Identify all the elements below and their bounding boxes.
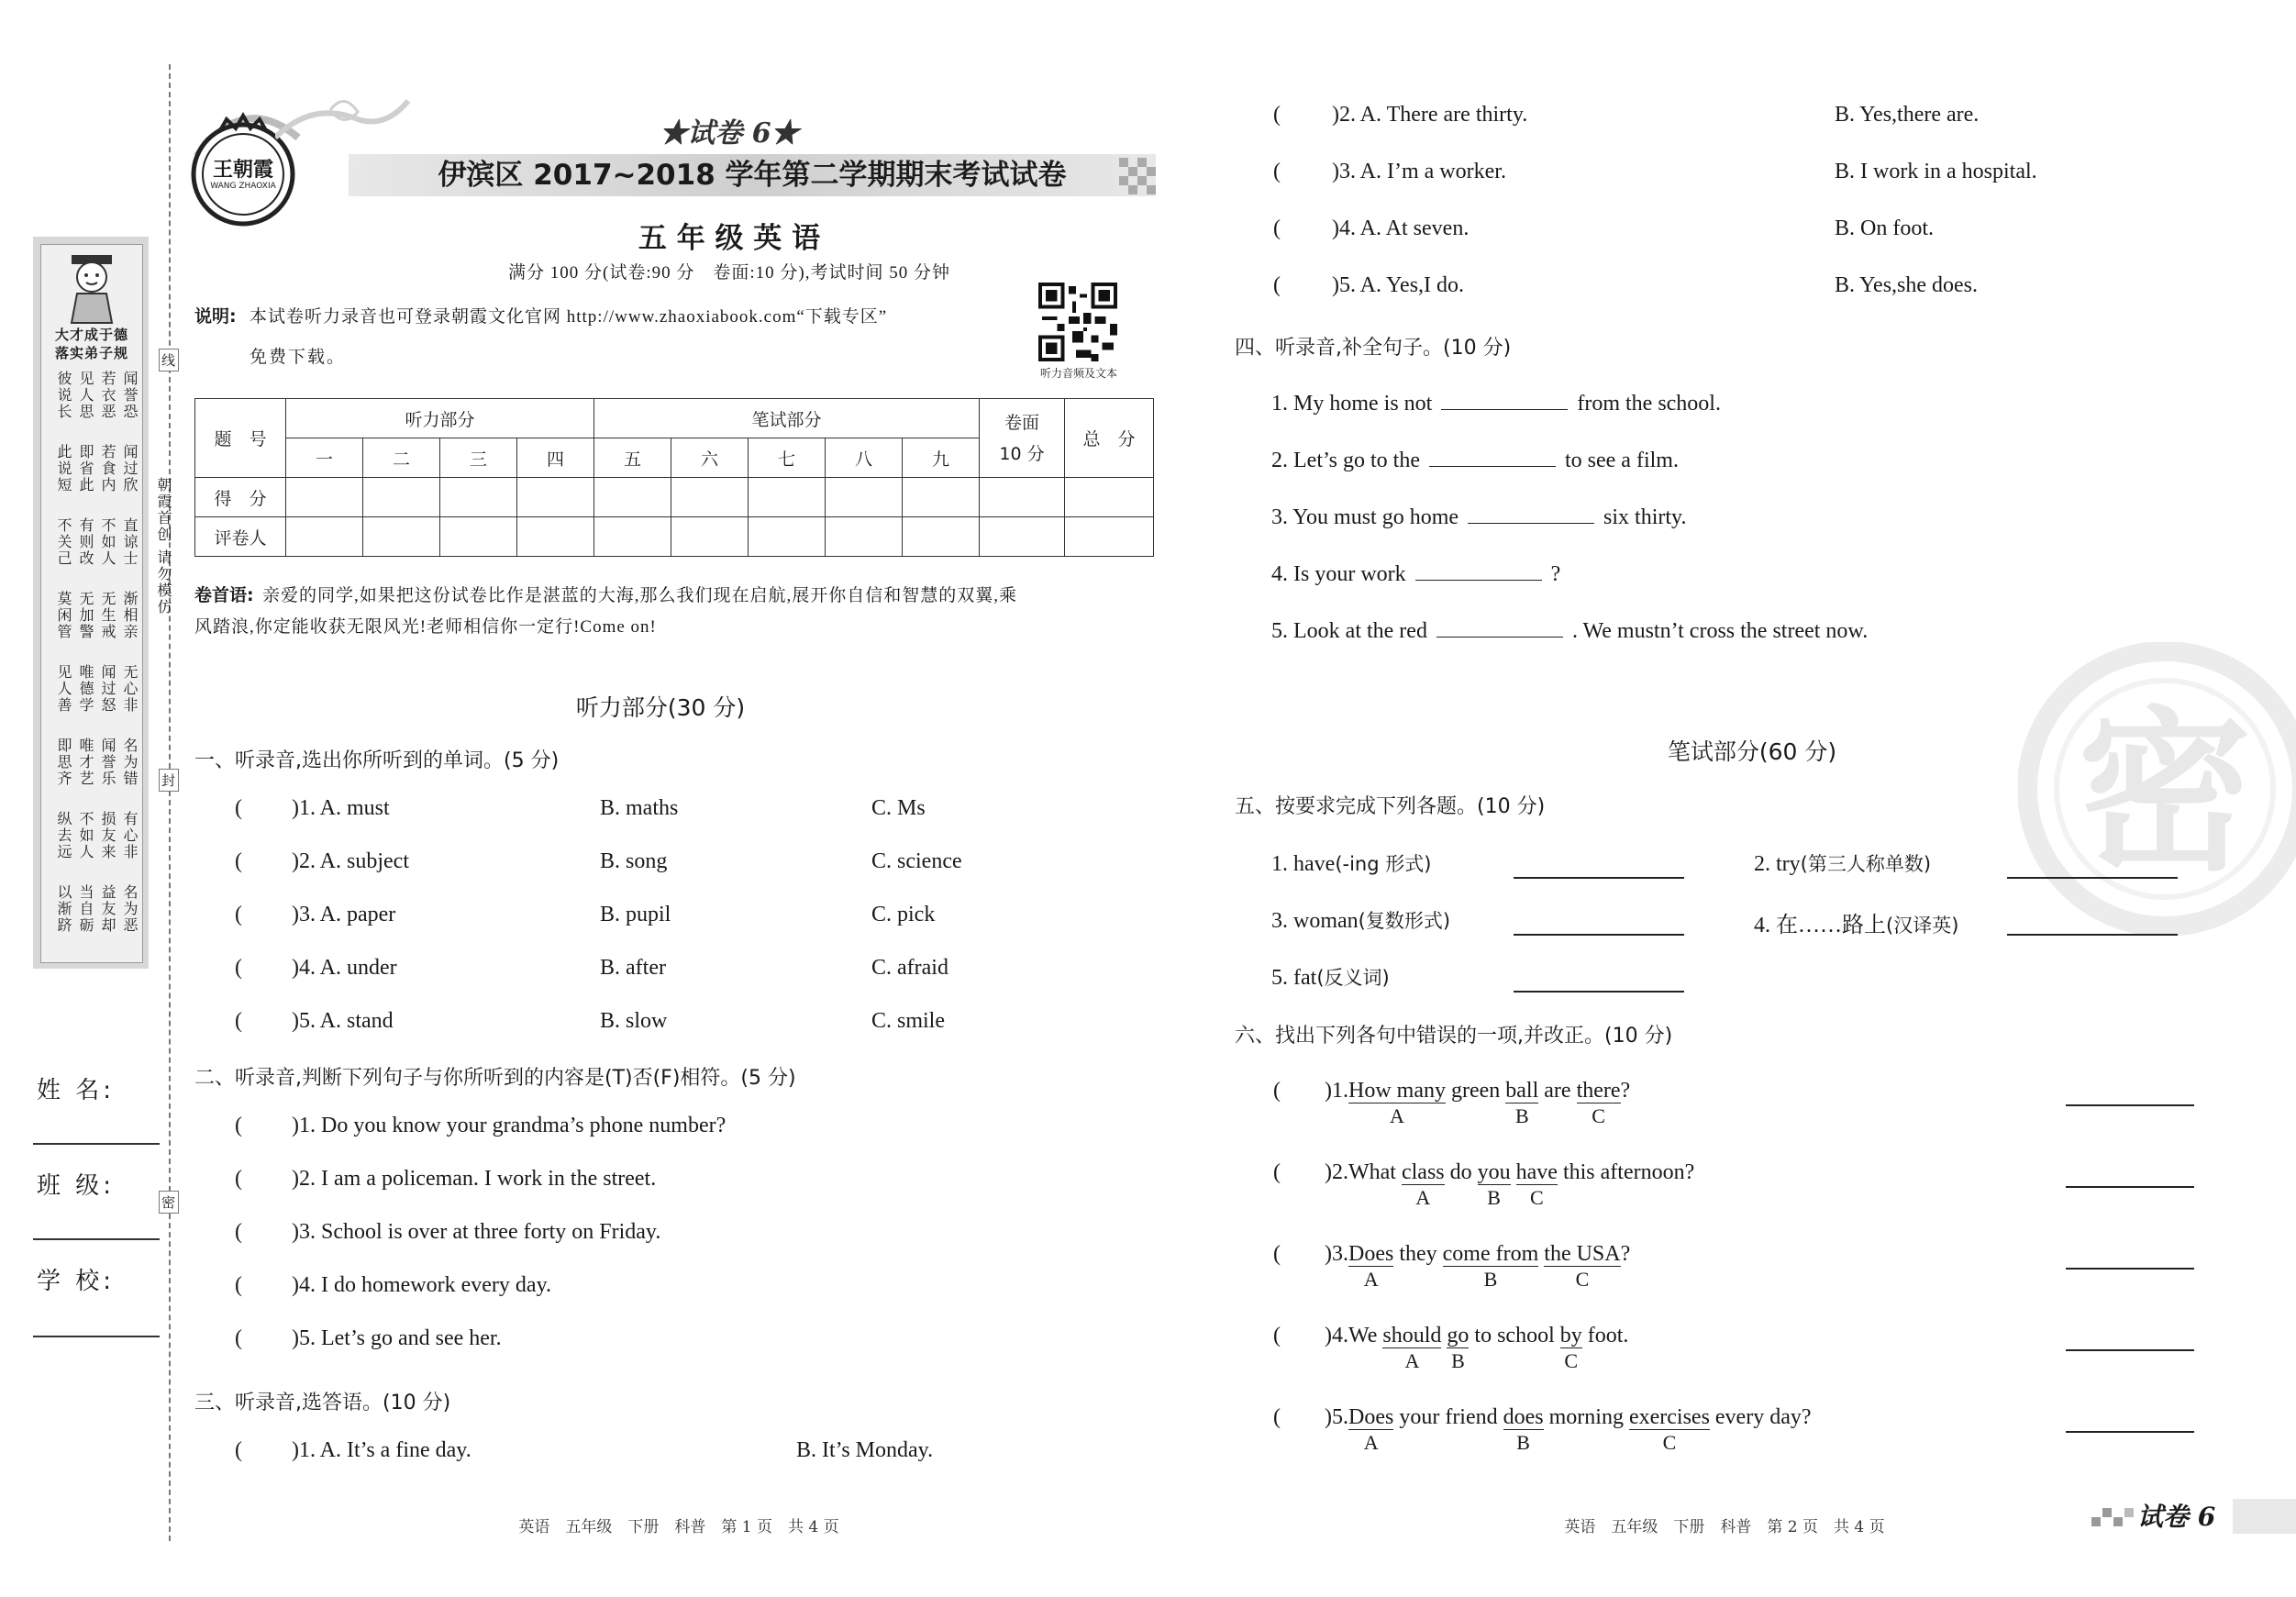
- underlined-word: Does: [1348, 1405, 1394, 1429]
- score-cell[interactable]: [980, 478, 1065, 517]
- score-info: 满分 100 分(试卷:90 分 卷面:10 分),考试时间 50 分钟: [508, 263, 950, 283]
- correction-line[interactable]: [2066, 1431, 2194, 1433]
- proverb-text: 损友来: [99, 811, 116, 860]
- grader-cell[interactable]: [1065, 517, 1154, 557]
- neatness-header: [980, 399, 1065, 478]
- proverb-text: 闻过欣: [121, 444, 139, 494]
- sentence-text: What: [1348, 1160, 1402, 1184]
- proverb-grid: [48, 371, 139, 958]
- answer-paren[interactable]: (: [235, 903, 242, 926]
- proverb-text: 见人善: [55, 664, 72, 714]
- corner-checker-icon: [2091, 1504, 2134, 1530]
- class-label: 班 级:: [37, 1172, 116, 1200]
- q-number: 六: [671, 438, 749, 478]
- grader-cell[interactable]: [749, 517, 826, 557]
- proverb-text: 见人思: [77, 371, 94, 420]
- underlined-segment: [1348, 1079, 1446, 1127]
- option-letter: B: [1514, 1104, 1529, 1127]
- fill-blank[interactable]: [1436, 618, 1563, 638]
- grader-cell[interactable]: [671, 517, 749, 557]
- motto-1: 大才成于德: [54, 327, 128, 343]
- transform-hint: (-ing 形式): [1335, 853, 1432, 875]
- underlined-word: come from: [1442, 1242, 1539, 1266]
- q-number: 八: [826, 438, 903, 478]
- question-option-c: C. science: [871, 849, 962, 873]
- underlined-word: exercises: [1628, 1405, 1710, 1429]
- score-cell[interactable]: [517, 478, 594, 517]
- question-option-a: )4. A. under: [292, 956, 397, 980]
- transform-hint: (第三人称单数): [1800, 853, 1932, 875]
- answer-line[interactable]: [2007, 877, 2178, 879]
- answer-paren[interactable]: (: [1273, 1324, 1281, 1347]
- option-letter: B: [1487, 1186, 1501, 1209]
- proverb-text: 若食内: [99, 444, 116, 494]
- reply-option-a: )3. A. I’m a worker.: [1332, 160, 1506, 183]
- section-6-title: 六、找出下列各句中错误的一项,并改正。(10 分): [1235, 1025, 1673, 1048]
- transform-word: 4. 在……路上: [1754, 914, 1886, 937]
- q-number: 一: [286, 438, 363, 478]
- reply-option-a: )2. A. There are thirty.: [1332, 103, 1528, 127]
- corner-tab: [2233, 1499, 2296, 1534]
- proverb-text: 不关己: [55, 517, 72, 567]
- proverb-text: 无心非: [121, 664, 139, 714]
- listening-title: 听力部分(30 分): [575, 694, 746, 721]
- answer-paren[interactable]: (: [1273, 273, 1281, 297]
- proverb-text: 即省此: [77, 444, 94, 494]
- proverb-text: 闻誉乐: [99, 738, 116, 787]
- option-letter: A: [1415, 1186, 1431, 1209]
- fill-in-sentence: [1271, 391, 1721, 416]
- neatness-label: 卷面: [1004, 412, 1039, 433]
- ribbon-decoration-icon: [275, 92, 413, 147]
- underlined-word: does: [1503, 1405, 1544, 1429]
- note-text-2: 免费下载。: [250, 348, 347, 367]
- proverb-text: 无生戒: [99, 591, 116, 640]
- writing-title: 笔试部分(60 分): [1667, 738, 1837, 765]
- bind-words: 朝霞首创 请勿模仿: [155, 477, 172, 616]
- grader-cell[interactable]: [903, 517, 980, 557]
- fill-in-sentence: [1271, 561, 1560, 587]
- option-letter: A: [1404, 1349, 1420, 1372]
- q-number: 五: [594, 438, 671, 478]
- statement-text: )5. Let’s go and see her.: [292, 1326, 502, 1350]
- sentence-end: ?: [1550, 562, 1561, 586]
- question-option-c: C. Ms: [871, 796, 926, 820]
- proverb-text: 不如人: [99, 517, 116, 567]
- grader-row-label: 评卷人: [195, 517, 286, 557]
- scholar-illustration-icon: [53, 250, 130, 327]
- exam-badge: ★试卷 6★: [660, 117, 799, 150]
- sentence-text: do: [1444, 1160, 1478, 1184]
- question-option-b: B. slow: [600, 1009, 668, 1033]
- answer-paren[interactable]: (: [235, 1326, 242, 1350]
- option-letter: B: [1483, 1268, 1498, 1291]
- binding-margin: [0, 0, 183, 1597]
- answer-paren[interactable]: (: [1273, 1242, 1281, 1266]
- fill-in-sentence: [1271, 618, 1868, 644]
- section-1-title: 一、听录音,选出你所听到的单词。(5 分): [194, 749, 560, 772]
- section-5-title: 五、按要求完成下列各题。(10 分): [1235, 795, 1546, 818]
- option-letter: C: [1529, 1186, 1544, 1209]
- statement-text: )4. I do homework every day.: [292, 1273, 552, 1297]
- sentence-text: to school: [1469, 1324, 1560, 1347]
- underlined-segment: [1442, 1242, 1539, 1291]
- sentence-text: foot.: [1581, 1324, 1629, 1347]
- statement-text: )1. Do you know your grandma’s phone number?: [292, 1114, 727, 1137]
- note-text: 本试卷听力录音也可登录朝霞文化官网 http://www.zhaoxiabook.com“下载专区”: [250, 307, 888, 327]
- underlined-segment: [1559, 1324, 1582, 1372]
- sentence-text: your friend: [1393, 1405, 1503, 1429]
- underlined-segment: [1628, 1405, 1710, 1454]
- underlined-word: should: [1382, 1324, 1442, 1347]
- error-sentence: [1325, 1324, 1629, 1372]
- underlined-segment: [1447, 1324, 1470, 1372]
- motto-2: 落实弟子规: [54, 345, 128, 361]
- error-sentence: [1325, 1160, 1695, 1209]
- logo-sub-text: WANG ZHAOXIA: [210, 182, 276, 191]
- transform-hint: (复数形式): [1358, 910, 1451, 932]
- answer-paren[interactable]: (: [235, 956, 242, 980]
- proverb-text: 名为恶: [121, 884, 139, 934]
- underlined-word: have: [1515, 1160, 1558, 1184]
- answer-line[interactable]: [1514, 877, 1684, 879]
- underlined-segment: [1503, 1405, 1544, 1454]
- proverb-text: 益友却: [99, 884, 116, 934]
- correction-line[interactable]: [2066, 1349, 2194, 1351]
- underlined-segment: [1382, 1324, 1442, 1372]
- statement-text: )2. I am a policeman. I work in the street.: [292, 1167, 657, 1191]
- answer-paren[interactable]: (: [235, 1220, 242, 1244]
- statement-text: )3. School is over at three forty on Friday.: [292, 1220, 661, 1244]
- question-option-c: C. pick: [871, 903, 936, 926]
- proverb-text: 无加警: [77, 591, 94, 640]
- answer-line[interactable]: [1514, 991, 1684, 993]
- grader-cell[interactable]: [517, 517, 594, 557]
- answer-paren[interactable]: (: [1273, 216, 1281, 240]
- sentence-text: morning: [1543, 1405, 1629, 1429]
- answer-paren[interactable]: (: [1273, 103, 1281, 127]
- underlined-word: How many: [1348, 1079, 1446, 1103]
- q-number: 九: [903, 438, 980, 478]
- answer-paren[interactable]: (: [235, 1273, 242, 1297]
- transform-item: [1754, 906, 1958, 938]
- note-label: 说明:: [194, 306, 237, 327]
- proverb-text: 唯德学: [77, 664, 94, 714]
- underlined-segment: [1477, 1160, 1511, 1209]
- option-letter: C: [1564, 1349, 1579, 1372]
- score-header-label: 题 号: [195, 399, 286, 478]
- correction-line[interactable]: [2066, 1186, 2194, 1188]
- class-input-line[interactable]: [33, 1238, 160, 1240]
- sentence-text: green: [1445, 1079, 1506, 1103]
- sentence-start: 3. You must go home: [1271, 505, 1459, 529]
- preface-label: 卷首语:: [194, 585, 254, 605]
- underlined-word: the USA: [1544, 1242, 1621, 1266]
- watermark-text: 密: [2077, 692, 2252, 894]
- question-option-a: )2. A. subject: [292, 849, 409, 873]
- question-option-a: )5. A. stand: [292, 1009, 394, 1033]
- total-header: 总 分: [1065, 399, 1154, 478]
- correction-line[interactable]: [2066, 1268, 2194, 1270]
- footer-page-2: 英语 五年级 下册 科普 第 2 页 共 4 页: [1564, 1518, 1885, 1536]
- sentence-end: from the school.: [1577, 392, 1721, 416]
- underlined-segment: [1348, 1242, 1394, 1291]
- option-letter: C: [1592, 1104, 1605, 1127]
- underlined-segment: [1515, 1160, 1558, 1209]
- fill-in-sentence: [1271, 448, 1679, 473]
- error-sentence: [1325, 1405, 1812, 1454]
- school-label: 学 校:: [37, 1268, 116, 1295]
- sentence-text: ?: [1620, 1242, 1631, 1266]
- proverb-text: 此说短: [55, 444, 72, 494]
- transform-hint: (汉译英): [1886, 915, 1959, 937]
- underlined-word: class: [1401, 1160, 1445, 1184]
- proverb-text: 有心非: [121, 811, 139, 860]
- transform-word: 3. woman: [1271, 909, 1359, 933]
- reply-option-b: B. On foot.: [1835, 216, 1934, 240]
- answer-paren[interactable]: (: [235, 796, 242, 820]
- proverb-text: 以渐跻: [55, 884, 72, 934]
- preface-text: 亲爱的同学,如果把这份试卷比作是湛蓝的大海,那么我们现在启航,展开你自信和智慧的双翼,乘: [262, 586, 1018, 605]
- answer-paren[interactable]: (: [1273, 1405, 1281, 1429]
- sentence-start: 2. Let’s go to the: [1271, 449, 1420, 472]
- qr-caption: 听力音频及文本: [1039, 367, 1117, 380]
- fill-blank[interactable]: [1415, 561, 1542, 581]
- sentence-text: ?: [1620, 1079, 1631, 1103]
- section-3-title: 三、听录音,选答语。(10 分): [194, 1392, 451, 1414]
- option-letter: A: [1363, 1268, 1379, 1291]
- proverb-text: 莫闲管: [55, 591, 72, 640]
- answer-paren[interactable]: (: [1273, 160, 1281, 183]
- score-row-label: 得 分: [195, 478, 286, 517]
- proverb-text: 闻过怒: [99, 664, 116, 714]
- answer-line[interactable]: [2007, 934, 2178, 936]
- underlined-segment: [1544, 1242, 1621, 1291]
- proverb-text: 闻誉恐: [121, 371, 139, 420]
- question-option-b: B. pupil: [600, 903, 671, 926]
- sentence-start: 4. Is your work: [1271, 562, 1406, 586]
- reply-option-a: )5. A. Yes,I do.: [1332, 273, 1465, 297]
- underlined-segment: [1401, 1160, 1445, 1209]
- q-number: 二: [363, 438, 440, 478]
- underlined-segment: [1505, 1079, 1539, 1127]
- answer-line[interactable]: [1514, 934, 1684, 936]
- option-letter: C: [1662, 1431, 1677, 1454]
- transform-word: 1. have: [1271, 852, 1336, 876]
- fill-in-sentence: [1271, 505, 1687, 530]
- q-number: 三: [440, 438, 517, 478]
- q-number: 四: [517, 438, 594, 478]
- option-letter: C: [1575, 1268, 1590, 1291]
- option-letter: B: [1516, 1431, 1530, 1454]
- score-cell[interactable]: [671, 478, 749, 517]
- transform-hint: (反义词): [1316, 967, 1390, 989]
- question-option-c: C. afraid: [871, 956, 948, 980]
- question-number: )3.: [1325, 1242, 1348, 1266]
- score-cell[interactable]: [1065, 478, 1154, 517]
- question-number: )4.: [1325, 1324, 1348, 1347]
- reply-option-a: )1. A. It’s a fine day.: [292, 1438, 471, 1462]
- question-option-a: )1. A. must: [292, 796, 390, 820]
- answer-paren[interactable]: (: [235, 849, 242, 873]
- exam-title: 伊滨区 2017~2018 学年第二学期期末考试试卷: [438, 159, 1067, 192]
- underlined-word: ball: [1505, 1079, 1539, 1103]
- sentence-start: 5. Look at the red: [1271, 619, 1427, 643]
- sentence-end: to see a film.: [1564, 449, 1679, 472]
- question-option-b: B. after: [600, 956, 666, 980]
- score-cell[interactable]: [440, 478, 517, 517]
- transform-item: [1271, 849, 1431, 877]
- question-option-b: B. song: [600, 849, 668, 873]
- reply-option-b: B. Yes,she does.: [1835, 273, 1979, 297]
- bind-mark-line: 线: [159, 349, 179, 372]
- transform-item: [1754, 849, 1931, 877]
- grader-cell[interactable]: [363, 517, 440, 557]
- underlined-word: by: [1559, 1324, 1582, 1347]
- q-number: 七: [749, 438, 826, 478]
- proverb-text: 唯才艺: [77, 738, 94, 787]
- sentence-text: this afternoon?: [1557, 1160, 1695, 1184]
- sentence-text: are: [1538, 1079, 1577, 1103]
- score-cell[interactable]: [903, 478, 980, 517]
- name-label: 姓 名:: [37, 1077, 116, 1104]
- name-input-line[interactable]: [33, 1143, 160, 1145]
- sentence-text: every day?: [1709, 1405, 1812, 1429]
- score-cell[interactable]: [749, 478, 826, 517]
- transform-word: 5. fat: [1271, 966, 1317, 990]
- sentence-text: We: [1348, 1324, 1383, 1347]
- fill-blank[interactable]: [1468, 505, 1594, 524]
- reply-option-b: B. I work in a hospital.: [1835, 160, 2037, 183]
- reply-option-a: )4. A. At seven.: [1332, 216, 1470, 240]
- writing-header: 笔试部分: [594, 399, 980, 438]
- question-number: )2.: [1325, 1160, 1348, 1184]
- underlined-segment: [1576, 1079, 1621, 1127]
- sentence-end: six thirty.: [1603, 505, 1687, 529]
- error-sentence: [1325, 1242, 1631, 1291]
- transform-item: [1271, 906, 1450, 934]
- proverb-text: 彼说长: [55, 371, 72, 420]
- answer-paren[interactable]: (: [235, 1438, 242, 1462]
- correction-line[interactable]: [2066, 1104, 2194, 1106]
- footer-page-1: 英语 五年级 下册 科普 第 1 页 共 4 页: [518, 1518, 839, 1536]
- grader-cell[interactable]: [594, 517, 671, 557]
- logo-brand-text: 王朝霞: [212, 158, 273, 182]
- score-cell[interactable]: [594, 478, 671, 517]
- answer-paren[interactable]: (: [235, 1114, 242, 1137]
- subject-title: 五 年 级 英 语: [638, 222, 821, 255]
- proverb-text: 渐相亲: [121, 591, 139, 640]
- score-cell[interactable]: [826, 478, 903, 517]
- neatness-points: 10 分: [999, 443, 1045, 464]
- sentence-end: . We mustn’t cross the street now.: [1571, 619, 1869, 643]
- answer-paren[interactable]: (: [235, 1009, 242, 1033]
- fill-blank[interactable]: [1441, 391, 1568, 410]
- answer-paren[interactable]: (: [235, 1167, 242, 1191]
- sentence-start: 1. My home is not: [1271, 392, 1433, 416]
- fill-blank[interactable]: [1429, 448, 1556, 467]
- underlined-word: you: [1477, 1160, 1511, 1184]
- answer-paren[interactable]: (: [1273, 1079, 1281, 1103]
- reply-option-b: B. Yes,there are.: [1835, 103, 1980, 127]
- transform-word: 2. try: [1754, 852, 1801, 876]
- transform-item: [1271, 963, 1390, 991]
- question-number: )5.: [1325, 1405, 1348, 1429]
- proverb-text: 有则改: [77, 517, 94, 567]
- proverb-text: 不如人: [77, 811, 94, 860]
- proverb-text: 当自砺: [77, 884, 94, 934]
- proverb-text: 纵去远: [55, 811, 72, 860]
- grader-cell[interactable]: [440, 517, 517, 557]
- preface-text-2: 风踏浪,你定能收获无限风光!老师相信你一定行!Come on!: [194, 617, 657, 637]
- underlined-word: go: [1447, 1324, 1470, 1347]
- option-letter: B: [1451, 1349, 1465, 1372]
- reply-option-b: B. It’s Monday.: [796, 1438, 934, 1462]
- proverb-text: 即思齐: [55, 738, 72, 787]
- bind-mark-secret: 密: [159, 1191, 179, 1214]
- section-4-title: 四、听录音,补全句子。(10 分): [1235, 337, 1512, 360]
- score-table: [194, 398, 1154, 557]
- sentence-text: they: [1393, 1242, 1443, 1266]
- underlined-segment: [1348, 1405, 1394, 1454]
- proverb-text: 若衣恶: [99, 371, 116, 420]
- bind-mark-seal: 封: [159, 769, 179, 792]
- answer-paren[interactable]: (: [1273, 1160, 1281, 1184]
- grader-cell[interactable]: [980, 517, 1065, 557]
- qr-code-icon[interactable]: [1038, 283, 1117, 361]
- error-sentence: [1325, 1079, 1631, 1127]
- grader-cell[interactable]: [286, 517, 363, 557]
- proverb-text: 直谅士: [121, 517, 139, 567]
- option-letter: A: [1363, 1431, 1379, 1454]
- question-option-b: B. maths: [600, 796, 679, 820]
- binding-dashed-line: [169, 64, 171, 1541]
- question-option-a: )3. A. paper: [292, 903, 396, 926]
- underlined-word: there: [1576, 1079, 1621, 1103]
- proverb-text: 名为错: [121, 738, 139, 787]
- question-number: )1.: [1325, 1079, 1348, 1103]
- listening-header: 听力部分: [286, 399, 594, 438]
- question-option-c: C. smile: [871, 1009, 946, 1033]
- option-letter: A: [1390, 1104, 1404, 1127]
- score-cell[interactable]: [363, 478, 440, 517]
- section-2-title: 二、听录音,判断下列句子与你所听到的内容是(T)否(F)相符。(5 分): [194, 1067, 796, 1090]
- underlined-word: Does: [1348, 1242, 1394, 1266]
- corner-badge: 试卷 6: [2137, 1502, 2216, 1532]
- score-cell[interactable]: [286, 478, 363, 517]
- school-input-line[interactable]: [33, 1336, 160, 1337]
- grader-cell[interactable]: [826, 517, 903, 557]
